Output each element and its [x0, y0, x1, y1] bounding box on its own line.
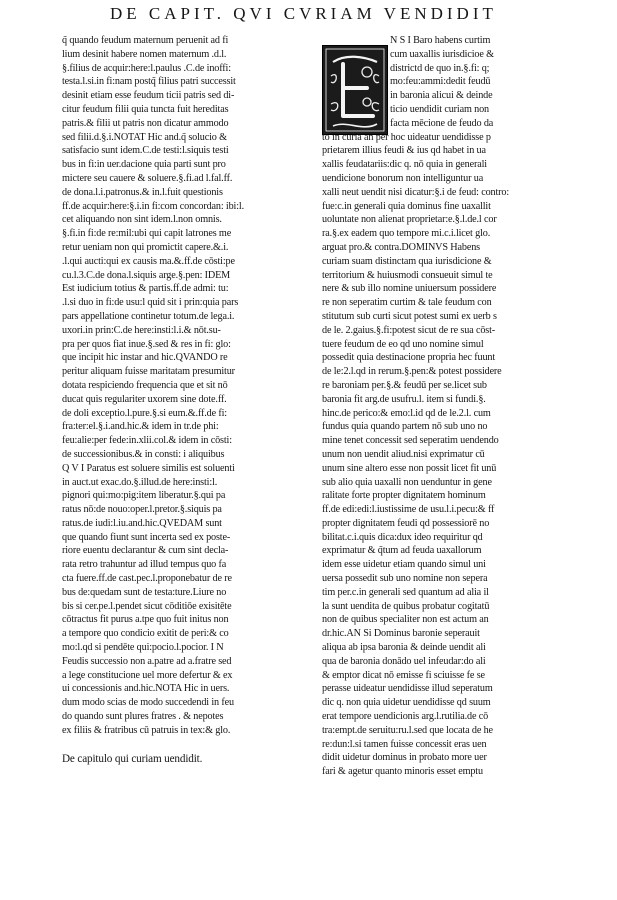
text-line: ralitate forte propter dignitatem hominum — [322, 490, 486, 502]
text-line: dic q. non quia uidetur uendidisse qd suum — [322, 697, 491, 709]
text-line: retur ueniam non qui promictit capere.&.i. — [62, 241, 229, 253]
text-line: re:dun:l.si tamen fuisse concessit eras uen — [322, 738, 487, 750]
text-line: Feudis successio non a.patre ad a.fratre sed — [62, 655, 232, 667]
right-column-lines — [322, 34, 562, 779]
text-line: uersa possedit sub uno nomine non sepera — [322, 573, 488, 585]
text-line: dum modo scias de modo succedendi in feu — [62, 697, 234, 709]
text-line: mine tenet concessit sed seperatim uendendo — [322, 435, 499, 447]
text-line: peritur aliquam fuisse maritatam presumitur — [62, 366, 235, 378]
text-line: tra:empt.de seruitu:ru.l.sed que locata de he — [322, 724, 493, 736]
text-line: pignori qui:mo:pig:item liberatur.§.qui pa — [62, 490, 226, 502]
text-line: fue:c.in generali quia dominus fine uaxallit — [322, 200, 491, 212]
text-line: bilitat.c.i.quis dica:dux ideo requiritur qd — [322, 531, 483, 543]
text-line: arguat pro.& contra.DOMINVS Habens — [322, 241, 480, 253]
text-line: territorium & huiusmodi consueuit simul te — [322, 269, 493, 281]
text-line: ratus.de iudi:l.iu.and.hic.QVEDAM sunt — [62, 517, 222, 529]
text-line: riore euentu declarantur & cum sint decla- — [62, 545, 229, 557]
text-line: de le:2.l.qd in rerum.§.pen:& potest possidere — [322, 366, 502, 378]
text-line: bis si cer.pe.l.pendet sicut cōditiōe exisitēte — [62, 600, 232, 612]
text-line: re non seperatim curtim & tale feudum con — [322, 297, 492, 309]
text-line: mo:l.qd si pendēte qui:pocio.l.pocior. I N — [62, 642, 224, 654]
text-line: feu:alie:per fede:in.xlii.col.& idem in cōsti: — [62, 435, 232, 447]
text-line: fundus quia quando partem nō sub uno no — [322, 421, 488, 433]
text-line: citur feudum filii quia tuncta fuit hereditas — [62, 103, 229, 115]
text-line: uendicione bonorum non intelliguntur ua — [322, 172, 484, 184]
text-line: bus in fi:in uer.dacione quia parti sunt pro — [62, 159, 226, 171]
text-line: ff.de edi:edi:l.iustissime de usu.l.i.pecu:& ff — [322, 504, 495, 516]
text-line: didit uidetur dominus in probato more uer — [322, 752, 487, 764]
text-line: mo:feu:ammi:dedit feudū — [390, 76, 491, 88]
text-line: uoluntate non alienat proprietar:e.§.l.de.l cor — [322, 214, 497, 226]
text-line: non de quibus specialiter non est actum an — [322, 614, 489, 626]
text-line: N S I Baro habens curtim — [390, 35, 491, 46]
text-line: unum non uendit aliud.nisi exprimatur cū — [322, 448, 485, 460]
text-line: hinc.de perico:& emo:l.id qd de le.2.l. cum — [322, 407, 491, 419]
text-line: uxori.in prin:C.de here:insti:l.i.& nōt.su- — [62, 324, 221, 336]
text-line: q̃ quando feudum maternum peruenit ad fi — [62, 35, 229, 46]
text-line: .l.si duo in fi:de usu:l quid sit i prin:quia pars — [62, 297, 239, 309]
text-line: stitutum sub curti sicut potest sumi ex uerb s — [322, 310, 497, 322]
text-line: sub alio quia uaxalli non uenduntur in gene — [322, 476, 492, 488]
text-line: de successionibus.& in consti: i aliquibus — [62, 448, 225, 460]
text-line: ratus nō:de nouo:oper.l.pretor.§.siquis pa — [62, 504, 222, 516]
text-line: pars appellatione continetur totum.de lega.i. — [62, 310, 235, 322]
text-line: mictere seu cauere & soluere.§.fi.ad l.fal.ff. — [62, 172, 233, 184]
left-column-lines — [62, 34, 302, 738]
running-head: DE CAPIT. QVI CVRIAM VENDIDIT — [110, 4, 497, 23]
text-line: sed filii.d.§.i.NOTAT Hic and.q̃ solucio & — [62, 131, 227, 143]
text-line: idem esse uidetur etiam quando simul uni — [322, 559, 486, 571]
text-line: do quando sunt plures fratres . & nepotes — [62, 711, 224, 723]
text-line: bus de:quedam sunt de testa:ture.Liure no — [62, 586, 227, 598]
text-line: fra:ter:el.§.i.and.hic.& idem in tr.de phi: — [62, 421, 219, 433]
text-line: tuere feudum de eo qd uno nomine simul — [322, 338, 484, 350]
text-line: §.fi.in fi:de re:mil:ubi qui capit latrones me — [62, 228, 232, 240]
text-line: in baronia alicui & deinde — [390, 90, 493, 102]
text-line: cum uaxallis iurisdicioe & — [390, 48, 494, 60]
text-line: de doli exceptio.l.pure.§.si eum.&.ff.de fi: — [62, 407, 227, 419]
text-line: cta fuere.ff.de cast.pec.l.proponebatur de re — [62, 573, 232, 585]
text-line: perasse uideatur uendidisse illud seperatum — [322, 683, 493, 695]
text-line: Q V I Paratus est soluere similis est soluenti — [62, 462, 235, 474]
text-line: que incipit hic instar and hic.QVANDO re — [62, 352, 228, 364]
text-line: Est iudicium totius & partis.ff.de admi: tu: — [62, 283, 229, 295]
text-line: propter dignitatem feudi qd possessiorē no — [322, 517, 490, 529]
text-line: ui concessionis and.hic.NOTA Hic in uers. — [62, 683, 230, 695]
text-line: desinit etiam esse feudum ticii patris sed di- — [62, 90, 235, 102]
text-line: curiam suam distinctam qua iurisdicione & — [322, 255, 492, 267]
left-column — [62, 34, 302, 766]
text-line: baronia fit arg.de usufru.l. item si fundi.§. — [322, 393, 486, 405]
text-line: ex filiis & fratribus cū patruis in tex:& glo. — [62, 724, 231, 736]
right-column — [322, 34, 562, 779]
text-line: a tempore quo condicio exitit de peri:& co — [62, 628, 229, 640]
text-line: possedit quia destinacione propria hec fuunt — [322, 352, 496, 364]
text-line: dr.hic.AN Si Dominus baronie seperauit — [322, 628, 480, 640]
text-line: satisfacio sunt idem.C.de testi:l.siquis testi — [62, 145, 229, 157]
text-line: de dona.l.i.patronus.& in.l.fuit questionis — [62, 186, 223, 198]
text-line: ff.de acquir:here:§.i.in fi:com concordan: ibi:l. — [62, 200, 244, 212]
text-line: prietarem illius feudi & ius qd habet in ua — [322, 145, 486, 157]
text-line: cōtractus fit purus a.tpe quo fuit initus non — [62, 614, 229, 626]
text-line: fari & agetur quanto minoris esset emptu — [322, 766, 483, 778]
text-line: exprimatur & q̃tum ad feuda uaxallorum — [322, 545, 482, 557]
left-rubric: De capitulo qui curiam uendidit. — [62, 752, 203, 765]
text-line: rata retro trahuntur ad illud tempus quo fa — [62, 559, 227, 571]
text-line: districtd de quo in.§.fi: q; — [390, 62, 490, 74]
text-line: xallis feudatariis:dic q. nō quia in generali — [322, 159, 487, 171]
text-line: patris.& filii ut patris non dicatur ammodo — [62, 117, 229, 129]
text-line: tim per.c.in generali sed quantum ad alia il — [322, 586, 489, 598]
text-line: ducat quis regulariter uxorem sine dote.ff. — [62, 393, 227, 405]
text-line: to in curia an per hoc uideatur uendidisse p — [322, 131, 491, 143]
text-line: xalli neut uendit nisi dicatur:§.i de feud: contro: — [322, 186, 509, 198]
text-line: ticio uendidit curiam non — [390, 103, 489, 115]
text-line: a lege constitucione uel more defertur & ex — [62, 669, 233, 681]
text-line: aliqua ab ipsa baronia & deinde uendit ali — [322, 642, 486, 654]
text-line: nere & sub illo nomine uniuersum possidere — [322, 283, 497, 295]
text-line: ra.§.ex eadem quo tempore mi.c.i.licet glo. — [322, 228, 491, 240]
text-line: cu.l.3.C.de dona.l.siquis arge.§.pen: IDEM — [62, 269, 231, 281]
text-line: qua de baronia donādo uel infeudar:do ali — [322, 655, 486, 667]
text-line: & emptor dicat nō emisse fi sciuisse fe se — [322, 669, 485, 681]
text-line: pra per quos fiat inue.§.sed & res in fi: glo: — [62, 338, 231, 350]
text-line: testa.l.si.in fi:nam postq̃ filius patri successit — [62, 76, 236, 88]
text-line: erat tempore uendicionis arg.l.rutilia.de cō — [322, 711, 489, 723]
text-line: de le. 2.gaius.§.fi:potest sicut de re sua cōst- — [322, 324, 496, 336]
text-line: que quando fiunt sunt incerta sed ex poste- — [62, 531, 231, 543]
text-line: in auct.ut exac.do.§.illud.de here:insti:l. — [62, 476, 218, 488]
text-line: la sunt uendita de quibus probatur cogitatū — [322, 600, 490, 612]
text-line: cet aliquando non sint idem.l.non omnis. — [62, 214, 222, 226]
text-line: §.filius de acquir:here:l.paulus .C.de inoffi: — [62, 62, 231, 74]
text-line: facta mēcione de feudo da — [390, 117, 494, 129]
text-line: lium desinit habere nomen maternum .d.l. — [62, 48, 227, 60]
text-line: dotata respiciendo frequencia que et sit nō — [62, 379, 228, 391]
text-line: unum sine altero esse non possit licet fit unū — [322, 462, 497, 474]
text-line: re baroniam per.§.& feudū per se.licet sub — [322, 379, 487, 391]
text-line: .l.qui aucti:qui ex causis ma.&.ff.de cōsti:pe — [62, 255, 235, 267]
